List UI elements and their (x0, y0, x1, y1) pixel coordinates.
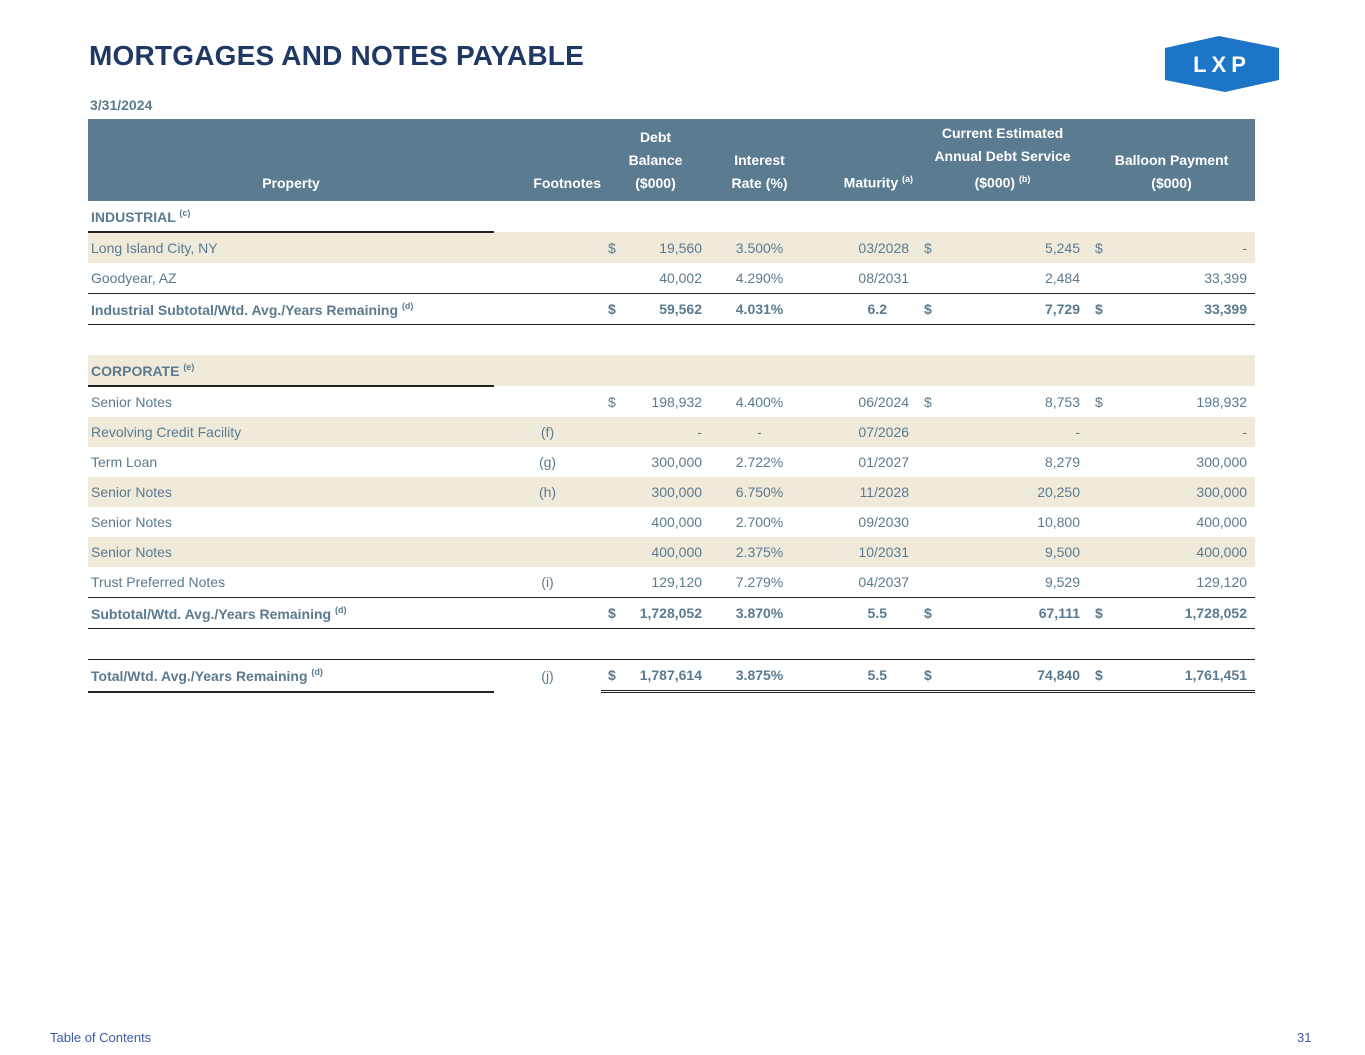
table-cell: 1,728,052 (627, 598, 710, 629)
table-cell: 06/2024 (858, 393, 910, 410)
table-cell: 74,840 (944, 660, 1088, 692)
table-cell: $ (1095, 393, 1103, 410)
table-cell: 9,500 (944, 537, 1088, 567)
table-row (88, 567, 1255, 598)
table-cell (917, 507, 944, 537)
table-row (88, 263, 1255, 294)
table-cell (1088, 507, 1112, 537)
as-of-date: 3/31/2024 (90, 97, 153, 113)
table-row (88, 507, 1255, 537)
section-corporate (88, 355, 1255, 386)
table-cell: 10,800 (1037, 514, 1081, 530)
table-cell: 08/2031 (858, 270, 910, 286)
industrial-subtotal-row (88, 294, 1255, 325)
table-cell (917, 567, 944, 598)
table-cell: 1,761,451 (1112, 660, 1255, 692)
table-cell: Long Island City, NY (88, 232, 494, 263)
table-cell: $ (1088, 660, 1112, 692)
table-row (88, 447, 1255, 477)
table-row (88, 232, 1255, 263)
col-debt-balance: Debt Balance ($000) (601, 119, 710, 201)
table-cell: 400,000 (1196, 514, 1248, 530)
table-cell: 300,000 (651, 454, 703, 470)
table-cell: 1,787,614 (627, 660, 710, 692)
table-cell (1088, 567, 1112, 598)
col-footnotes: Footnotes (494, 119, 601, 201)
table-cell: 01/2027 (858, 454, 910, 470)
table-cell (917, 537, 944, 567)
table-cell (88, 629, 1255, 660)
table-cell: Goodyear, AZ (91, 270, 177, 286)
table-cell (494, 598, 601, 629)
table-cell: 300,000 (627, 477, 710, 507)
table-cell: $ (924, 393, 932, 410)
table-cell (601, 263, 627, 294)
table-cell: 33,399 (1112, 294, 1255, 325)
table-cell: $ (1088, 598, 1112, 629)
table-cell: $ (601, 232, 627, 263)
table-cell: 300,000 (1196, 454, 1248, 470)
table-cell (917, 417, 944, 447)
table-cell (917, 263, 944, 294)
table-row (88, 477, 1255, 507)
table-cell: 129,120 (651, 574, 703, 590)
page-number: 31 (1297, 1030, 1312, 1045)
table-cell: 5.5 (809, 598, 917, 629)
table-cell (601, 537, 627, 567)
table-cell: - (710, 417, 809, 447)
table-cell (917, 477, 944, 507)
table-cell: 1,728,052 (1112, 598, 1255, 629)
table-cell: 4.290% (735, 270, 784, 286)
table-cell: 4.031% (710, 294, 809, 325)
table-cell: Trust Preferred Notes (91, 574, 226, 590)
table-cell: $ (917, 232, 944, 263)
table-cell: Senior Notes (88, 477, 494, 507)
svg-text:LXP: LXP (1193, 52, 1251, 77)
col-maturity: Maturity $^{(a)}$ (809, 119, 917, 201)
table-cell: - (627, 417, 710, 447)
table-cell: 6.2 (809, 294, 917, 325)
total-row (88, 660, 1255, 692)
table-cell: 2.700% (735, 514, 784, 530)
col-debt-service: Current Estimated Annual Debt Service ($000) $^{(b)}$ (917, 119, 1088, 201)
table-cell (1088, 447, 1112, 477)
table-cell: (h) (494, 477, 601, 507)
table-cell: $ (1088, 294, 1112, 325)
table-cell (601, 477, 627, 507)
table-cell: 198,932 (1196, 393, 1248, 410)
table-cell: $ (601, 598, 627, 629)
col-balloon-payment: Balloon Payment ($000) (1088, 119, 1255, 201)
table-cell: $ (608, 393, 616, 410)
col-interest-rate: Interest Rate (%) (710, 119, 809, 201)
table-cell: 400,000 (651, 514, 703, 530)
table-cell: Senior Notes (91, 394, 172, 410)
table-cell: $ (917, 598, 944, 629)
table-header-row (88, 119, 1255, 201)
table-cell: (i) (541, 574, 554, 590)
table-cell: (g) (538, 454, 557, 470)
table-cell: $ (601, 660, 627, 692)
table-cell: - (1112, 232, 1255, 263)
table-cell (1088, 537, 1112, 567)
table-cell (494, 201, 1255, 232)
lxp-logo (1165, 36, 1279, 92)
table-cell: 10/2031 (809, 537, 917, 567)
table-cell (601, 567, 627, 598)
table-cell (917, 447, 944, 477)
table-cell: $ (917, 660, 944, 692)
table-cell: 09/2030 (858, 514, 910, 530)
table-cell (601, 507, 627, 537)
table-cell (1088, 263, 1112, 294)
table-cell: 2.722% (735, 454, 784, 470)
table-cell: 7.279% (735, 574, 784, 590)
table-cell: 3.875% (710, 660, 809, 692)
table-cell: 03/2028 (809, 232, 917, 263)
table-cell (494, 355, 1255, 386)
table-cell (1088, 477, 1112, 507)
table-cell: 11/2028 (809, 477, 917, 507)
table-cell (1088, 417, 1112, 447)
table-cell: 300,000 (1112, 477, 1255, 507)
spacer-row (88, 325, 1255, 356)
table-cell: - (1112, 417, 1255, 447)
table-cell: 400,000 (1112, 537, 1255, 567)
table-cell: Senior Notes (88, 537, 494, 567)
table-cell: 7,729 (944, 294, 1088, 325)
table-cell: 4.400% (735, 393, 784, 410)
table-cell: 2.375% (710, 537, 809, 567)
table-of-contents-link[interactable]: Table of Contents (50, 1030, 152, 1045)
section-label: INDUSTRIAL $^{(c)}$ (88, 201, 494, 232)
table-cell: Revolving Credit Facility (88, 417, 494, 447)
table-cell: 2,484 (1044, 270, 1081, 286)
table-cell: 5.5 (809, 660, 917, 692)
col-property: Property (88, 119, 494, 201)
table-cell (494, 232, 601, 263)
table-cell: Industrial Subtotal/Wtd. Avg./Years Remaining $^{(d)}$ (88, 294, 494, 325)
table-cell: 40,002 (659, 270, 703, 286)
table-cell: Subtotal/Wtd. Avg./Years Remaining $^{(d)}$ (88, 598, 494, 629)
table-cell: 3.870% (710, 598, 809, 629)
table-cell: (j) (494, 660, 601, 692)
table-cell: Term Loan (91, 454, 158, 470)
table-cell: 59,562 (627, 294, 710, 325)
section-industrial (88, 201, 1255, 232)
table-cell (494, 263, 601, 294)
table-cell: Senior Notes (91, 514, 172, 530)
table-cell (494, 507, 601, 537)
table-cell: 9,529 (1044, 574, 1081, 590)
table-cell (494, 294, 601, 325)
table-cell: 8,279 (1044, 454, 1081, 470)
table-cell (601, 417, 627, 447)
table-cell: 67,111 (944, 598, 1088, 629)
table-cell: 33,399 (1204, 270, 1248, 286)
table-cell: 3.500% (710, 232, 809, 263)
table-cell: $ (601, 294, 627, 325)
table-cell: 07/2026 (809, 417, 917, 447)
table-cell: 129,120 (1196, 574, 1248, 590)
table-cell: Total/Wtd. Avg./Years Remaining $^{(d)}$ (88, 660, 494, 692)
table-cell: 5,245 (944, 232, 1088, 263)
table-cell (494, 386, 601, 417)
table-cell: 20,250 (944, 477, 1088, 507)
table-cell (601, 447, 627, 477)
table-cell (88, 325, 1255, 356)
table-cell: 04/2037 (858, 574, 910, 590)
spacer-row (88, 629, 1255, 660)
table-cell: (f) (494, 417, 601, 447)
page-title: MORTGAGES AND NOTES PAYABLE (89, 40, 584, 71)
section-label: CORPORATE $^{(e)}$ (88, 355, 494, 386)
corporate-subtotal-row (88, 598, 1255, 629)
table-cell: $ (917, 294, 944, 325)
table-row (88, 417, 1255, 447)
table-cell: - (944, 417, 1088, 447)
table-cell: 198,932 (651, 393, 703, 410)
table-cell: 19,560 (627, 232, 710, 263)
table-cell: 6.750% (710, 477, 809, 507)
table-row (88, 537, 1255, 567)
table-row (88, 386, 1255, 417)
table-cell (494, 537, 601, 567)
mortgages-table (88, 119, 1255, 693)
table-cell: $ (1088, 232, 1112, 263)
table-cell: 8,753 (1044, 393, 1081, 410)
table-cell: 400,000 (627, 537, 710, 567)
